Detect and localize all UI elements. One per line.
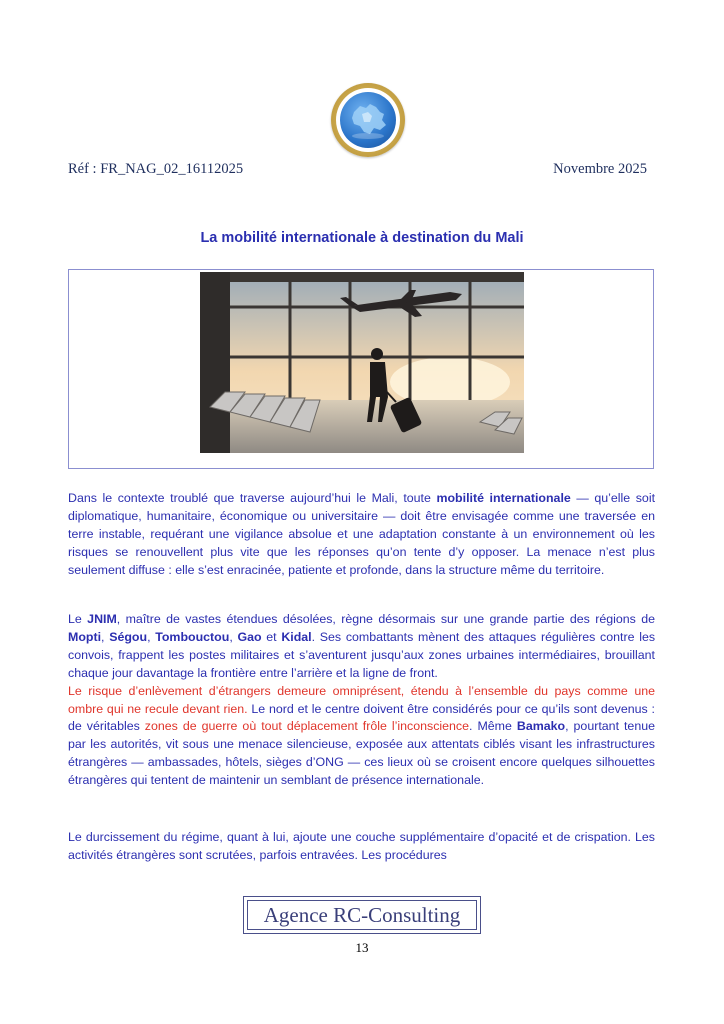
agency-name: Agence RC-Consulting: [247, 900, 477, 930]
text-run: , maître de vastes étendues désolées, règne désormais sur une grande partie des régions de: [116, 612, 655, 626]
warning-kidnapping: Le risque d’enlèvement d’étrangers demeure omniprésent, étendu à l’ensemble du pays comme une ombre qui ne recule devant rien.: [68, 683, 655, 716]
airport-scene-illustration: [200, 272, 524, 453]
text-run: Le: [68, 612, 88, 626]
logo-ring: [336, 88, 400, 152]
warning-war-zones: zones de guerre où tout déplacement frôle l’inconscience: [144, 719, 470, 734]
paragraph-regime: [68, 829, 655, 865]
highlight-bamako: Bamako: [516, 719, 566, 734]
text-run: ,: [229, 629, 238, 644]
reference-number: Réf : FR_NAG_02_16112025: [68, 161, 244, 177]
text-run: Dans le contexte troublé que traverse aujourd’hui le Mali, toute: [68, 491, 437, 505]
text-run: — qu’elle soit diplomatique, humanitaire, économique ou universitaire — doit être envisagée comme une traversée en terre instable, requérant une vigilance absolue et une adaptation constante à un environnement où les risques se renouvellent plus vite que les réponses qu’on tente d’y opposer. La menace n’est plus seulement diffuse : elle s’est enracinée, patiente et profonde, dans la structure même du territoire.: [68, 491, 656, 577]
page-number: 13: [355, 940, 369, 955]
highlight-tombouctou: Tombouctou: [155, 629, 230, 644]
text-run: Le nord et le centre doivent être considérés pour ce qu’ils sont devenus : de véritables: [68, 701, 655, 734]
text-run: ,: [101, 629, 110, 644]
text-run: , pourtant tenue par les autorités, vit sous une menace silencieuse, exposée aux attentats ciblés visant les infrastructures étrangères — ambassades, hôtels, sièges d’ONG — ces lieux où se croisent encore quelques silhouettes étrangères qui tentent de maintenir un semblant de présence internationale.: [68, 719, 656, 788]
text-run: Le durcissement du régime, quant à lui, ajoute une couche supplémentaire d’opacité et de crispation. Les activités étrangères sont scrutées, parfois entravées. Les procédures: [68, 830, 655, 862]
text-run: . Ses combattants mènent des attaques régulières contre les convois, frappent les postes militaires et s’aventurent jusqu’aux zones urbaines intermédiaires, brouillant chaque jour davantage la frontière entre l’arrière et la ligne de front.: [68, 629, 656, 680]
page-title: La mobilité internationale à destination du Mali: [200, 230, 524, 246]
document-date: Novembre 2025: [553, 161, 647, 177]
agency-footer: [243, 896, 481, 934]
text-run: . Même: [469, 719, 517, 734]
highlight-mobilite: mobilité internationale: [436, 491, 571, 505]
text-run: ,: [147, 629, 156, 644]
europe-globe-icon: [340, 92, 396, 148]
highlight-kidal: Kidal: [281, 629, 312, 644]
highlight-segou: Ségou: [109, 629, 148, 644]
airport-traveler-photo: [200, 272, 524, 453]
paragraph-context: [68, 490, 655, 580]
agency-logo: [331, 83, 405, 157]
highlight-mopti: Mopti: [68, 629, 102, 644]
highlight-jnim: JNIM: [87, 612, 117, 626]
text-run: et: [261, 629, 282, 644]
paragraph-threats: [68, 611, 655, 790]
europe-map-icon: [340, 92, 396, 148]
highlight-gao: Gao: [237, 629, 262, 644]
